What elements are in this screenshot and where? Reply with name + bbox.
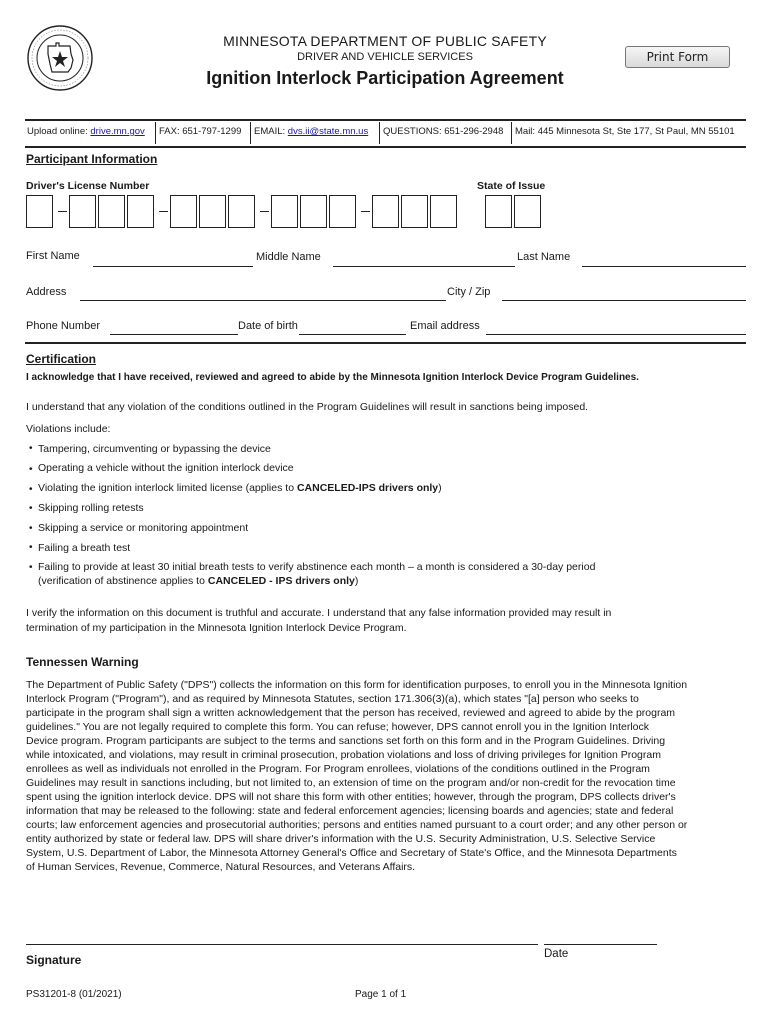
date-label: Date bbox=[544, 948, 569, 960]
violations-intro: Violations include: bbox=[26, 423, 111, 435]
tennessen-line: spent using the ignition interlock device. DPS will not share this form with other entities; however, through the program, DPS collects driver's bbox=[26, 791, 676, 803]
dl-char-box[interactable] bbox=[228, 195, 255, 228]
tennessen-line: Interlock Program ("Program"), and as required by Minnesota Statutes, section 171.306(3)(a), which states "[a] person who seeks to bbox=[26, 693, 639, 705]
date-field[interactable] bbox=[544, 944, 657, 945]
upload-link[interactable]: drive.mn.gov bbox=[90, 126, 145, 137]
dl-char-box[interactable] bbox=[199, 195, 226, 228]
bullet: • bbox=[29, 464, 33, 475]
tennessen-line: information that may be released to the following: state and federal enforcement agencies; licensing boards and agencies; state and federal bbox=[26, 805, 674, 817]
address-field[interactable] bbox=[80, 300, 446, 301]
first-name-field[interactable] bbox=[93, 266, 253, 267]
bullet: • bbox=[29, 523, 33, 534]
contact-bar-bottom-rule bbox=[25, 146, 746, 148]
bullet: • bbox=[29, 484, 33, 495]
email-label: Email address bbox=[410, 320, 480, 332]
dl-char-box[interactable] bbox=[69, 195, 96, 228]
first-name-label: First Name bbox=[26, 250, 80, 262]
dl-char-box[interactable] bbox=[300, 195, 327, 228]
bullet: • bbox=[29, 443, 33, 454]
dl-dash bbox=[260, 211, 269, 212]
dl-char-box[interactable] bbox=[430, 195, 457, 228]
dl-char-box[interactable] bbox=[26, 195, 53, 228]
dl-char-box[interactable] bbox=[98, 195, 125, 228]
tennessen-line: enrollees as well as individuals not enrolled in the Program. For Program enrollees, violations of the conditions outlined in the Program bbox=[26, 763, 650, 775]
city-zip-field[interactable] bbox=[502, 300, 746, 301]
violation-text: Violating the ignition interlock limited license (applies to bbox=[38, 482, 297, 494]
state-char-box[interactable] bbox=[514, 195, 541, 228]
certification-heading: Certification bbox=[26, 352, 97, 366]
email-prefix: EMAIL: bbox=[254, 126, 286, 137]
tennessen-line: guidelines." You are not legally required to complete this form. You can refuse; however, DPS cannot enroll you in the Ignition Interlock bbox=[26, 721, 650, 733]
signature-field[interactable] bbox=[26, 944, 538, 945]
department-name: MINNESOTA DEPARTMENT OF PUBLIC SAFETY bbox=[223, 33, 547, 49]
tennessen-line: System, U.S. Department of Labor, the Minnesota Attorney General's Office and Secretary of State's Office, and the Minnesota Departments bbox=[26, 847, 677, 859]
violation-item: Tampering, circumventing or bypassing the device bbox=[38, 443, 271, 455]
dl-char-box[interactable] bbox=[170, 195, 197, 228]
violation-item: Failing to provide at least 30 initial breath tests to verify abstinence each month – a month is considered a 30-day period bbox=[38, 561, 596, 573]
dob-label: Date of birth bbox=[238, 320, 298, 332]
phone-field[interactable] bbox=[110, 334, 238, 335]
participant-heading: Participant Information bbox=[26, 152, 158, 166]
dl-number-label: Driver's License Number bbox=[26, 180, 150, 192]
bullet: • bbox=[29, 503, 33, 514]
tennessen-line: participate in the program shall sign a written acknowledgement that the person has received, reviewed and agreed to abide by the program bbox=[26, 707, 676, 719]
print-form-button[interactable]: Print Form bbox=[625, 46, 730, 68]
last-name-label: Last Name bbox=[517, 251, 571, 263]
state-of-issue-label: State of Issue bbox=[477, 180, 546, 192]
dl-dash bbox=[159, 211, 168, 212]
upload-prefix: Upload online: bbox=[27, 126, 88, 137]
violation-item: Skipping a service or monitoring appointment bbox=[38, 522, 249, 534]
violation-text: (verification of abstinence applies to bbox=[38, 575, 208, 587]
dl-char-box[interactable] bbox=[271, 195, 298, 228]
city-zip-label: City / Zip bbox=[447, 286, 491, 298]
dl-char-box[interactable] bbox=[372, 195, 399, 228]
violation-suffix: ) bbox=[354, 575, 359, 587]
email-field[interactable] bbox=[486, 334, 746, 335]
violation-item bbox=[38, 481, 442, 495]
violation-emphasis: CANCELED-IPS drivers only bbox=[296, 482, 439, 494]
address-label: Address bbox=[26, 286, 67, 298]
verify-statement-line1: I verify the information on this document is truthful and accurate. I understand that any false information provided may result in bbox=[26, 607, 612, 619]
contact-separator bbox=[250, 122, 251, 144]
contact-bar-top-rule bbox=[25, 119, 746, 121]
contact-separator bbox=[511, 122, 512, 144]
violation-item-continued bbox=[38, 574, 358, 588]
dl-dash bbox=[361, 211, 370, 212]
acknowledge-statement: I acknowledge that I have received, reviewed and agreed to abide by the Minnesota Ignition Interlock Device Program Guidelines. bbox=[26, 372, 639, 383]
form-title: Ignition Interlock Participation Agreement bbox=[206, 68, 564, 88]
bullet: • bbox=[29, 542, 33, 553]
questions-info: QUESTIONS: 651-296-2948 bbox=[383, 126, 504, 137]
last-name-field[interactable] bbox=[582, 266, 746, 267]
tennessen-line: The Department of Public Safety ("DPS") collects the information on this form for identification purposes, to enroll you in the Minnesota Ignition bbox=[26, 679, 688, 691]
understand-statement: I understand that any violation of the conditions outlined in the Program Guidelines will result in sanctions being imposed. bbox=[26, 401, 589, 413]
page-number: Page 1 of 1 bbox=[355, 989, 407, 1000]
tennessen-body bbox=[26, 678, 754, 874]
fax-info: FAX: 651-797-1299 bbox=[159, 126, 242, 137]
contact-separator bbox=[379, 122, 380, 144]
violation-item: Operating a vehicle without the ignition interlock device bbox=[38, 462, 294, 474]
tennessen-line: while intoxicated, and violations, may result in criminal prosecution, probation violations and loss of driving privileges for Ignition Program bbox=[26, 749, 661, 761]
division-name: DRIVER AND VEHICLE SERVICES bbox=[297, 51, 473, 63]
bullet: • bbox=[29, 562, 33, 573]
email-info bbox=[254, 126, 368, 140]
dl-char-box[interactable] bbox=[329, 195, 356, 228]
tennessen-line: entity authorized by state or federal law. DPS will share driver's information with the U.S. Security Administration, U.S. Selective Service bbox=[26, 833, 656, 845]
tennessen-line: Device program. Program participants are subject to the terms and sanctions set forth on this form and in the Program Guidelines. Driving bbox=[26, 735, 666, 747]
violation-emphasis: CANCELED - IPS drivers only bbox=[207, 575, 355, 587]
state-char-box[interactable] bbox=[485, 195, 512, 228]
upload-info bbox=[27, 126, 145, 140]
contact-separator bbox=[155, 122, 156, 144]
violation-suffix: ) bbox=[438, 482, 442, 494]
mail-info: Mail: 445 Minnesota St, Ste 177, St Paul, MN 55101 bbox=[515, 126, 735, 137]
section-divider bbox=[25, 342, 746, 344]
phone-label: Phone Number bbox=[26, 320, 100, 332]
middle-name-label: Middle Name bbox=[256, 251, 321, 263]
dob-field[interactable] bbox=[299, 334, 406, 335]
tennessen-line: courts; law enforcement agencies and prosecutorial authorities; persons and entities named pursuant to a court order; and any other person or bbox=[26, 819, 688, 831]
email-link[interactable]: dvs.ii@state.mn.us bbox=[287, 126, 369, 137]
tennessen-line: of Human Services, Revenue, Commerce, Natural Resources, and Veterans Affairs. bbox=[26, 861, 416, 873]
tennessen-heading: Tennessen Warning bbox=[26, 655, 139, 669]
tennessen-line: Guidelines may result in sanctions including, but not limited to, an extension of time on the program and/or non-credit for the revocation time bbox=[26, 777, 676, 789]
dl-char-box[interactable] bbox=[127, 195, 154, 228]
form-number: PS31201-8 (01/2021) bbox=[26, 989, 122, 1000]
dl-dash bbox=[58, 211, 67, 212]
signature-label: Signature bbox=[26, 953, 82, 967]
dl-char-box[interactable] bbox=[401, 195, 428, 228]
violation-item: Failing a breath test bbox=[38, 542, 131, 554]
violation-item: Skipping rolling retests bbox=[38, 502, 144, 514]
verify-statement-line2: termination of my participation in the Minnesota Ignition Interlock Device Program. bbox=[26, 622, 407, 634]
middle-name-field[interactable] bbox=[333, 266, 515, 267]
